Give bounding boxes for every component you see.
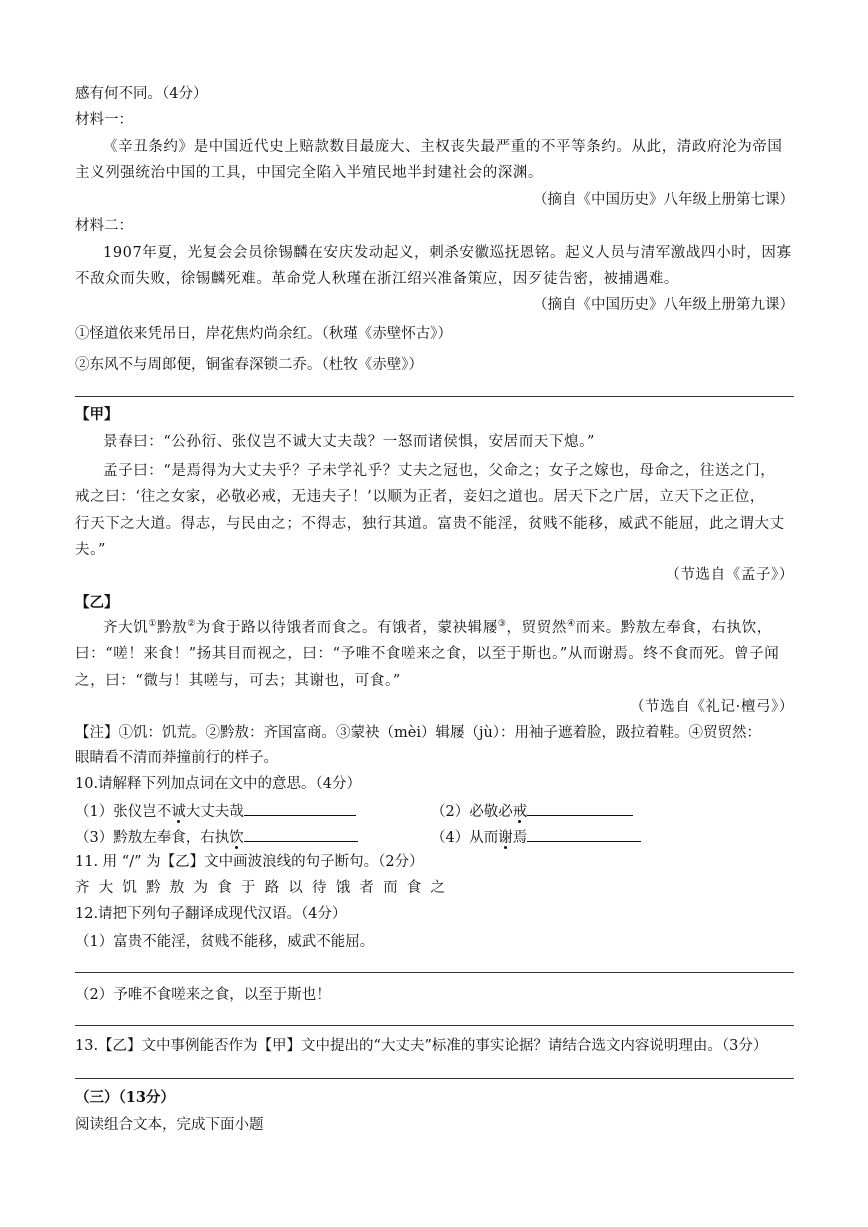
question-10-item-2 (431, 801, 633, 822)
material-2-label: 材料二： (75, 218, 133, 234)
material-1-line-2: 主义列强统治中国的工具，中国完全陷入半殖民地半封建社会的深渊。 (75, 165, 544, 181)
question-13: 13.【乙】文中事例能否作为【甲】文中提出的“大丈夫”标准的事实论据？请结合选文内容说明理由。（3分） (75, 1038, 768, 1054)
answer-blank[interactable] (527, 827, 641, 842)
yi-text-segment: ，贸贸然 (506, 620, 567, 636)
item-text: （4）从而 (431, 830, 499, 846)
question-12: 12.请把下列句子翻译成现代汉语。（4分） (75, 906, 347, 922)
answer-line[interactable] (75, 1078, 794, 1079)
material-2-line-1: 1907年夏，光复会会员徐锡麟在安庆发动起义，刺杀安徽巡抚恩铭。起义人员与清军激战四小时，因寡 (103, 245, 792, 261)
footnote-marker: ① (148, 619, 157, 630)
passage-yi-line-3: 之，曰：“微与！其嗟与，可去；其谢也，可食。” (75, 673, 401, 689)
material-1-label: 材料一： (75, 112, 133, 128)
item-text: （3）黔敖左奉食，右执 (75, 830, 230, 846)
passage-jia-line-2: 孟子曰：“是焉得为大丈夫乎？子未学礼乎？丈夫之冠也，父命之；女子之嫁也，母命之，往送之门， (103, 463, 776, 479)
item-text: （1）张仪岂不 (75, 804, 172, 820)
yi-text-segment: 齐大饥 (103, 620, 149, 636)
yi-text-segment: 而来。黔敖左奉食，右执饮， (575, 620, 772, 636)
yi-text-segment: 为食于路以待饿者而食之。有饿者，蒙袂辑屦 (195, 620, 498, 636)
question-11-sentence: 齐大饥黔敖为食于路以待饿者而食之 (75, 880, 455, 896)
passage-yi-line-2: 曰：“嗟！来食！”扬其目而视之，曰：“予唯不食嗟来之食，以至于斯也。”从而谢焉。终不食而死。曾子闻 (75, 646, 780, 662)
answer-blank[interactable] (244, 801, 356, 816)
passage-yi-line-1 (103, 618, 772, 638)
question-9-tail: 感有何不同。（4分） (75, 86, 208, 102)
passage-jia-line-5: 夫。” (75, 542, 106, 558)
material-2-source: （摘自《中国历史》八年级上册第九课） (533, 297, 794, 313)
answer-line[interactable] (75, 972, 794, 973)
section-3-heading: （三）（13分） (75, 1089, 175, 1106)
passage-jia-label: 【甲】 (75, 406, 119, 423)
notes-line-2: 眼睛看不清而莽撞前行的样子。 (75, 750, 278, 766)
answer-line[interactable] (75, 1025, 794, 1026)
passage-jia-line-4: 行天下之大道。得志，与民由之；不得志，独行其道。富贵不能淫，贫贱不能移，威武不能屈，此之谓大丈 (75, 516, 785, 532)
material-1-source: （摘自《中国历史》八年级上册第七课） (533, 192, 794, 208)
footnote-marker: ② (187, 619, 196, 630)
material-2-line-2: 不敌众而失败，徐锡麟死难。革命党人秋瑾在浙江绍兴准备策应，因歹徒告密，被捕遇难。 (75, 271, 679, 287)
answer-blank[interactable] (527, 801, 633, 816)
item-text: 大丈夫哉 (185, 804, 244, 820)
question-10-item-1 (75, 801, 356, 822)
question-12-item-2: （2）予唯不食嗟来之食，以至于斯也！ (75, 987, 331, 1003)
question-10-item-3 (75, 827, 358, 848)
dotted-word: 戒 (512, 804, 528, 820)
dotted-word: 谢 (498, 830, 513, 846)
section-3-intro: 阅读组合文本，完成下面小题 (75, 1117, 264, 1133)
passage-jia-line-1: 景春曰：“公孙衍、张仪岂不诚大丈夫哉？一怒而诸侯惧，安居而天下熄。” (103, 434, 595, 450)
notes-line-1: 【注】①饥：饥荒。②黔敖：齐国富商。③蒙袂（mèi）辑屦（jù）：用袖子遮着脸，趿拉着鞋。④贸贸然： (75, 725, 762, 741)
question-10-item-4 (431, 827, 641, 848)
dotted-word: 饮 (229, 830, 244, 846)
question-11: 11. 用 “/” 为【乙】文中画波浪线的句子断句。（2分） (75, 854, 424, 870)
poem-line-2: ②东风不与周郎便，铜雀春深锁二乔。（杜牧《赤壁》） (75, 357, 423, 373)
item-text: （2）必敬必 (431, 804, 513, 820)
footnote-marker: ④ (566, 619, 576, 630)
answer-blank[interactable] (244, 827, 358, 842)
poem-line-1: ①怪道依来凭吊日，岸花焦灼尚余红。（秋瑾《赤壁怀古》） (75, 326, 452, 342)
question-12-item-1: （1）富贵不能淫，贫贱不能移，威武不能屈。 (75, 934, 375, 950)
dotted-word: 诚 (171, 804, 186, 820)
item-text: 焉 (512, 830, 528, 846)
passage-yi-label: 【乙】 (75, 594, 119, 611)
passage-jia-source: （节选自《孟子》） (665, 567, 794, 583)
material-1-line-1: 《辛丑条约》是中国近代史上赔款数目最庞大、主权丧失最严重的不平等条约。从此，清政府沦为帝国 (103, 139, 783, 155)
divider-line (75, 396, 794, 397)
yi-text-segment: 黔敖 (156, 620, 188, 636)
question-10: 10.请解释下列加点词在文中的意思。（4分） (75, 776, 362, 792)
passage-yi-source: （节选自《礼记·檀弓》） (629, 699, 794, 715)
passage-jia-line-3: 戒之曰：‘往之女家，必敬必戒，无违夫子！’以顺为正者，妾妇之道也。居天下之广居，立天下之正位， (75, 489, 765, 505)
footnote-marker: ③ (497, 619, 507, 630)
